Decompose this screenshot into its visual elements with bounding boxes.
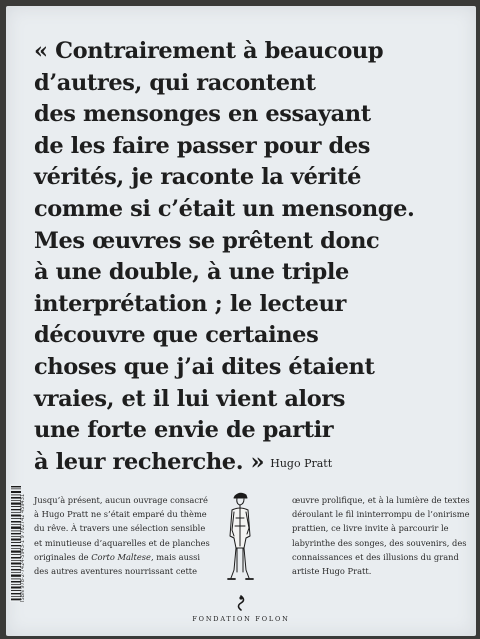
quote-author: Hugo Pratt <box>270 456 333 470</box>
quote-line: une forte envie de partir <box>34 417 334 444</box>
corto-maltese-figure-icon <box>222 490 258 586</box>
description-line: originales de <box>34 551 92 562</box>
quote-line: comme si c’était un mensonge. <box>34 195 415 222</box>
quote-line: à une double, à une triple <box>34 259 349 286</box>
quote-line: interprétation ; le lecteur <box>34 290 347 317</box>
description-line-with-title <box>34 550 216 564</box>
quote-line: vraies, et il lui vient alors <box>34 385 346 412</box>
description-line: labyrinthe des songes, des souvenirs, des <box>292 537 467 548</box>
description-line-tail: , mais aussi <box>150 551 201 562</box>
quote-line: vérités, je raconte la vérité <box>34 164 362 191</box>
description-line: artiste Hugo Pratt. <box>292 566 372 577</box>
description-line: Jusqu’à présent, aucun ouvrage consacré <box>34 495 208 505</box>
fondation-logo-icon <box>235 595 247 611</box>
description-line: œuvre prolifique, et à la lumière de textes <box>292 495 470 505</box>
quote-line: Mes œuvres se prêtent donc <box>34 227 380 254</box>
description-line: déroulant le fil ininterrompu de l’onirisme <box>292 509 470 520</box>
description-right-column <box>292 493 470 578</box>
publisher-name: FONDATION FOLON <box>192 615 290 623</box>
quote-line: « Contrairement à beaucoup <box>34 38 384 64</box>
quote-line: de les faire passer pour des <box>34 132 371 159</box>
quote-line: à leur recherche. » <box>34 448 265 475</box>
work-title: Corto Maltese <box>91 551 151 562</box>
description-line: à Hugo Pratt ne s’était emparé du thème <box>34 509 207 520</box>
barcode-number: ISBN 978-2-7424-5943-1 9 782742 459431 <box>20 493 26 602</box>
description-left-column <box>34 493 216 578</box>
description-line: et minutieuse d’aquarelles et de planches <box>34 537 210 548</box>
quote-line: découvre que certaines <box>34 322 319 349</box>
book-back-cover <box>6 6 476 636</box>
quote-block <box>34 36 464 479</box>
quote-line: choses que j’ai dites étaient <box>34 353 375 380</box>
description-line: connaissances et des illusions du grand <box>292 551 459 562</box>
quote-line: des mensonges en essayant <box>34 101 371 128</box>
description-line: prattien, ce livre invite à parcourir le <box>292 523 449 534</box>
quote-last-line <box>34 447 464 480</box>
barcode-caption <box>20 482 30 602</box>
description-line: du rêve. À travers une sélection sensible <box>34 523 206 534</box>
description-line: des autres aventures nourrissant cette <box>34 566 198 577</box>
quote-line: d’autres, qui racontent <box>34 69 316 96</box>
